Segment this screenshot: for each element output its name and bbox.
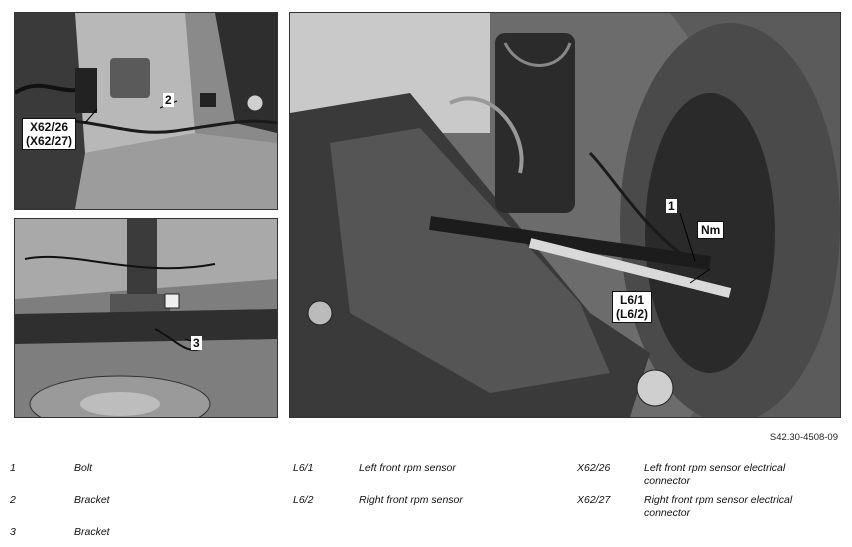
- legend-text: Left front rpm sensor electrical connector: [644, 462, 786, 487]
- legend-key: L6/1: [293, 462, 314, 474]
- legend-text: Left front rpm sensor: [359, 462, 456, 474]
- photo-connector-area: [14, 12, 278, 210]
- photo-wheel-illustration: [290, 13, 840, 417]
- legend-key: 2: [10, 494, 16, 506]
- legend-text: Bracket: [74, 494, 110, 506]
- legend-key: 3: [10, 526, 16, 538]
- legend-key: L6/2: [293, 494, 314, 506]
- callout-3: 3: [193, 336, 200, 350]
- callout-nm: Nm: [697, 221, 724, 239]
- figure-id: S42.30-4508-09: [769, 432, 838, 443]
- legend-key: X62/27: [577, 494, 611, 506]
- callout-sensor: L6/1 (L6/2): [612, 291, 652, 323]
- legend-key: X62/26: [577, 462, 611, 474]
- callout-2: 2: [165, 93, 172, 107]
- legend-text: Right front rpm sensor: [359, 494, 463, 506]
- legend-text: Bracket: [74, 526, 110, 538]
- photo-bracket-area: [14, 218, 278, 418]
- photo-wheel-sensor: [289, 12, 841, 418]
- legend-text: Right front rpm sensor electrical connector: [644, 494, 793, 519]
- callout-connector: X62/26 (X62/27): [22, 118, 76, 150]
- photo-bracket-illustration: [15, 219, 277, 417]
- photo-connector-illustration: [15, 13, 277, 209]
- callout-1: 1: [668, 199, 675, 213]
- legend-key: 1: [10, 462, 16, 474]
- legend-text: Bolt: [74, 462, 93, 474]
